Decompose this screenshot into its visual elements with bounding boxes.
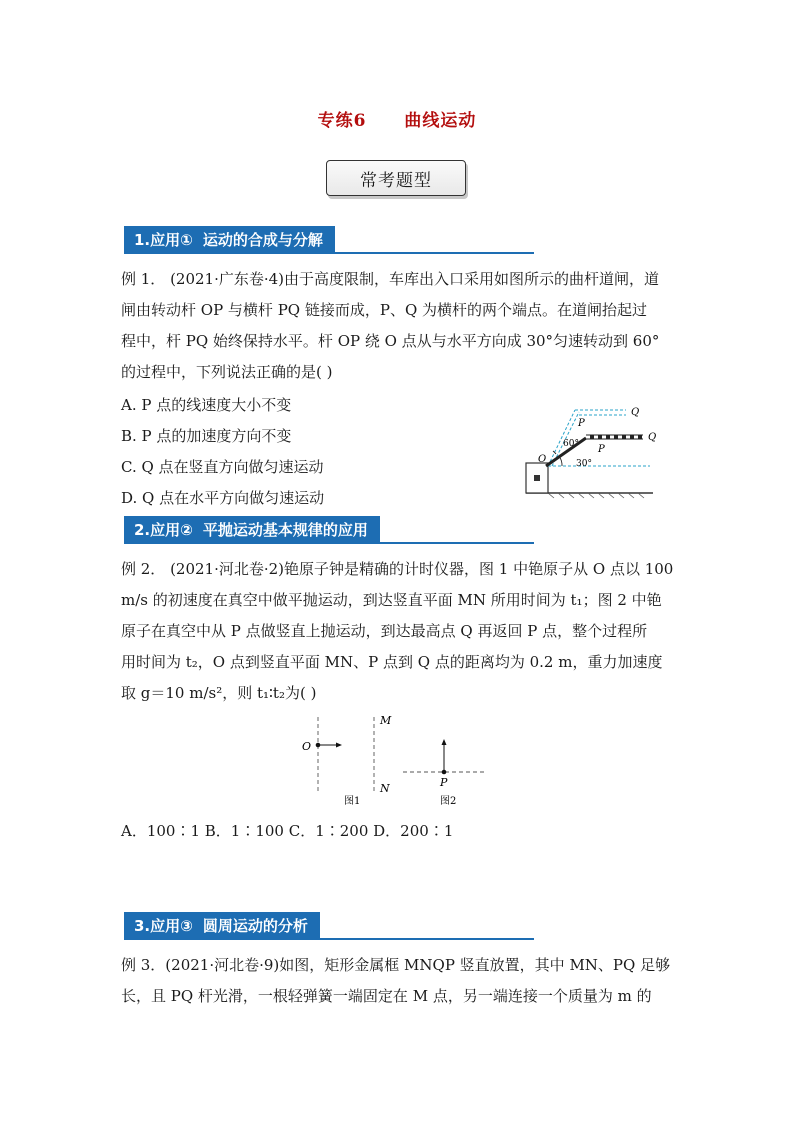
fig1-label-n: N <box>380 782 390 795</box>
label-o: O <box>538 454 547 465</box>
fig1-label-m: M <box>380 714 392 727</box>
example2-line: 原子在真空中从 P 点做竖直上抛运动，到达最高点 Q 再返回 P 点，整个过程所 <box>121 622 648 640</box>
example2-text <box>121 554 677 709</box>
title-right: 曲线运动 <box>404 111 477 131</box>
fig2-label-p: P <box>440 776 448 789</box>
example1-line: 程中，杆 PQ 始终保持水平。杆 OP 绕 O 点从与水平方向成 30°匀速转动到 60° <box>121 332 660 350</box>
cesium-figure <box>296 712 516 812</box>
app1-underline <box>124 252 534 254</box>
app2-title: 平抛运动基本规律的应用 <box>202 520 368 539</box>
app3-num: 3.应用③ <box>134 916 193 935</box>
example2-line: m/s 的初速度在真空中做平抛运动，到达竖直平面 MN 所用时间为 t₁；图 2 中铯 <box>121 591 662 609</box>
example2-line: 例 2． (2021·河北卷·2)铯原子钟是精确的计时仪器，图 1 中铯原子从 O 点以 100 <box>121 560 674 578</box>
example1-option-c: C. Q 点在竖直方向做匀速运动 <box>121 458 324 476</box>
point-p <box>442 770 447 775</box>
gate-base-dot <box>534 475 540 481</box>
app2-num: 2.应用② <box>134 520 193 539</box>
example1-option-d: D. Q 点在水平方向做匀速运动 <box>121 489 325 507</box>
app2-underline <box>124 542 534 544</box>
arrow-head-up <box>442 739 447 745</box>
example2-line: 取 g＝10 m/s²，则 t₁∶t₂为( ) <box>121 684 317 702</box>
fig1-label-o: O <box>302 740 312 753</box>
example3-text <box>121 950 677 1012</box>
gate-figure <box>518 400 668 500</box>
arrow-head-right <box>336 743 342 748</box>
label-q-lower: Q <box>648 432 657 443</box>
label-p-lower: P <box>598 444 605 455</box>
label-q-upper: Q <box>631 407 640 418</box>
app3-underline <box>124 938 534 940</box>
example3-line: 长，且 PQ 杆光滑，一根轻弹簧一端固定在 M 点，另一端连接一个质量为 m 的 <box>121 987 652 1005</box>
title-left: 专练6 <box>317 111 367 131</box>
example1-line: 的过程中，下列说法正确的是( ) <box>121 363 333 381</box>
example1-line: 闸由转动杆 OP 与横杆 PQ 链接而成，P、Q 为横杆的两个端点。在道闸抬起过 <box>121 301 648 319</box>
app1-title: 运动的合成与分解 <box>202 230 323 249</box>
app3-label <box>124 912 320 938</box>
app2-label <box>124 516 380 542</box>
fig1-caption: 图1 <box>344 796 361 807</box>
label-angle-60: 60° <box>563 439 579 449</box>
example2-line: 用时间为 t₂，O 点到竖直平面 MN、P 点到 Q 点的距离均为 0.2 m，重力加速度 <box>121 653 663 671</box>
example1-text <box>121 264 677 388</box>
app3-title: 圆周运动的分析 <box>202 916 308 935</box>
label-angle-30: 30° <box>576 459 592 469</box>
ground-hatch <box>548 493 644 498</box>
page-title <box>0 106 794 131</box>
example1-option-b: B. P 点的加速度方向不变 <box>121 427 292 445</box>
label-p-upper: P <box>578 418 585 429</box>
example2-options: A．100∶1 B．1∶100 C．1∶200 D．200∶1 <box>121 822 454 840</box>
example3-line: 例 3．(2021·河北卷·9)如图，矩形金属框 MNQP 竖直放置，其中 MN、PQ 足够 <box>121 956 671 974</box>
point-o <box>316 743 321 748</box>
example1-option-a: A. P 点的线速度大小不变 <box>121 396 292 414</box>
section-heading: 常考题型 <box>326 160 466 196</box>
fig2-caption: 图2 <box>440 796 457 807</box>
app1-num: 1.应用① <box>134 230 193 249</box>
example1-line: 例 1． (2021·广东卷·4)由于高度限制，车库出入口采用如图所示的曲杆道闸，道 <box>121 270 660 288</box>
app1-label <box>124 226 335 252</box>
